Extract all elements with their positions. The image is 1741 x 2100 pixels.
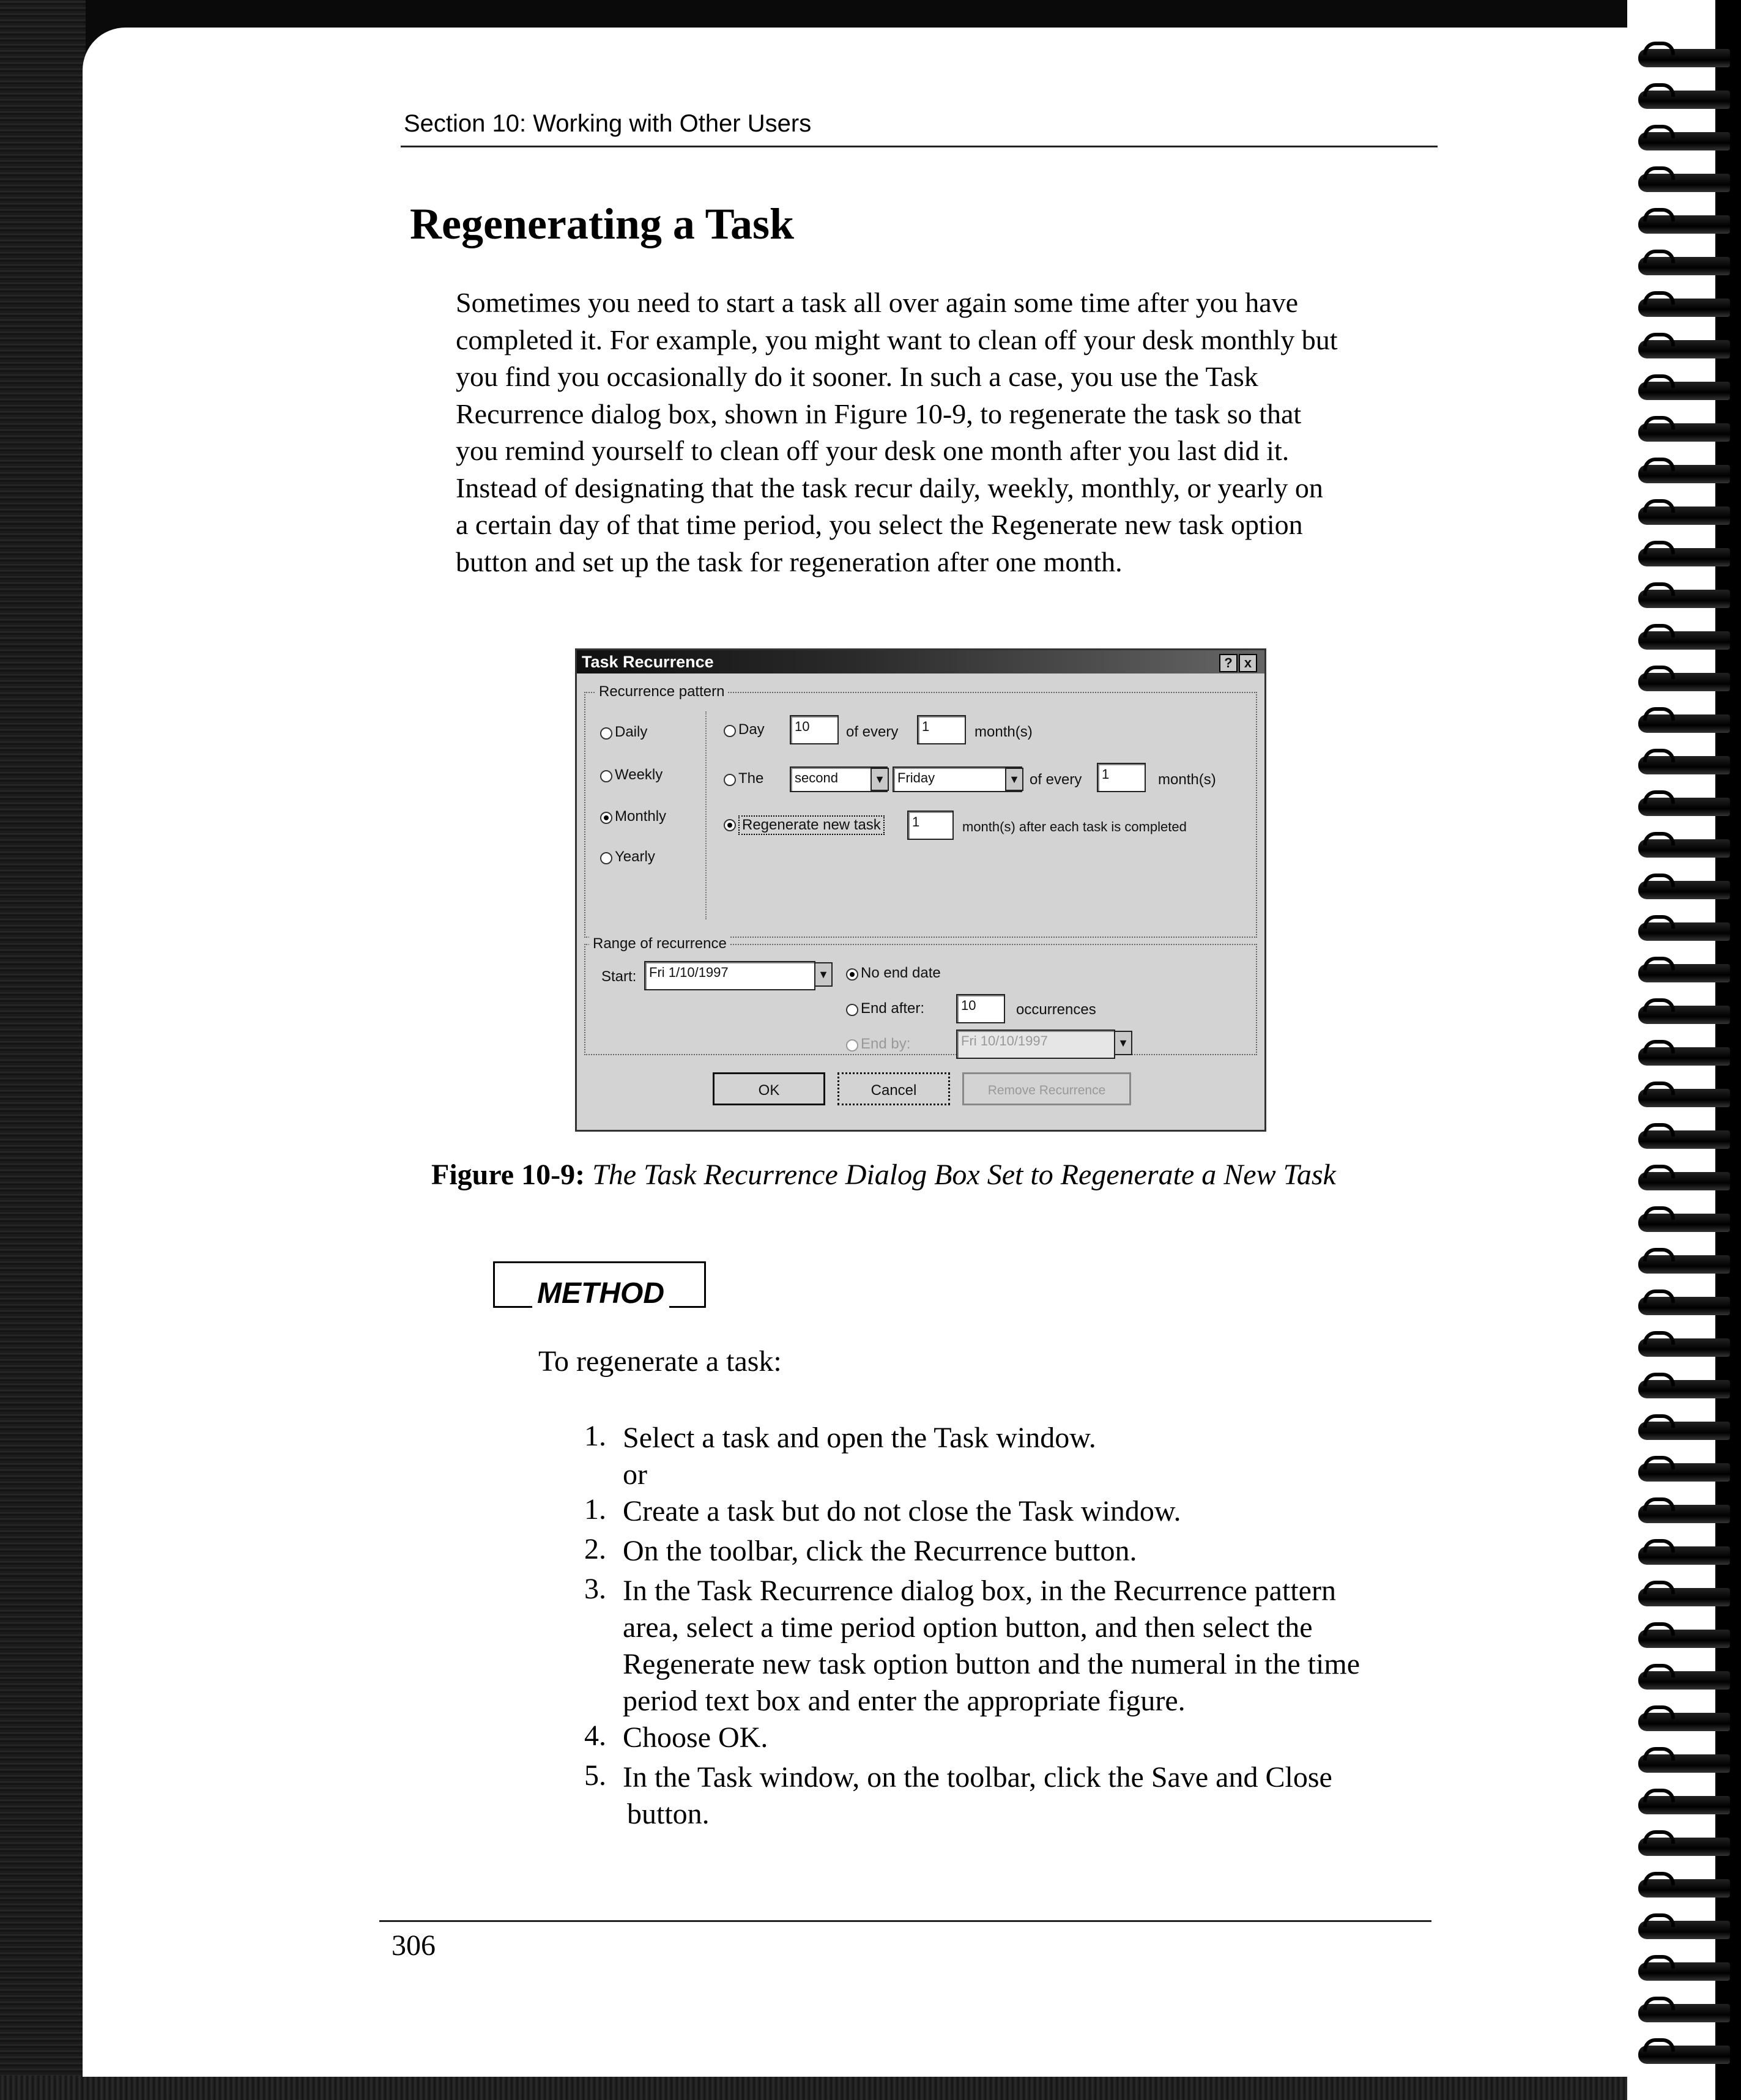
spiral-binding [1627, 0, 1741, 2100]
binding-ring [1638, 673, 1730, 691]
binding-ring [1638, 1754, 1730, 1773]
binding-ring [1638, 1463, 1730, 1482]
figure-caption [431, 1158, 1336, 1192]
regenerate-input[interactable]: 1 [907, 811, 954, 840]
remove-recurrence-button[interactable]: Remove Recurrence [962, 1072, 1131, 1105]
step-text: Create a task but do not close the Task window. [623, 1495, 1181, 1527]
binding-ring [1638, 756, 1730, 774]
binding-ring [1638, 1838, 1730, 1856]
regenerate-suffix: month(s) after each task is completed [962, 819, 1187, 834]
dialog-title: Task Recurrence [582, 653, 714, 671]
regenerate-radio[interactable] [724, 819, 736, 831]
dialog-titlebar [577, 650, 1264, 673]
binding-ring [1638, 1671, 1730, 1690]
step-text: or [623, 1458, 647, 1491]
weekday-chevron-down-icon[interactable]: ▼ [1005, 768, 1023, 791]
end-by-label: End by: [861, 1036, 911, 1052]
day-label: Day [738, 721, 765, 738]
end-after-input[interactable]: 10 [956, 994, 1005, 1023]
the-label: The [738, 770, 764, 787]
binding-ring [1638, 1089, 1730, 1107]
of-every-label: of every [846, 724, 899, 740]
binding-ring [1638, 340, 1730, 358]
ordinal-chevron-down-icon[interactable]: ▼ [870, 768, 889, 791]
binding-ring [1638, 465, 1730, 483]
ok-button[interactable]: OK [713, 1072, 825, 1105]
binding-ring [1638, 1297, 1730, 1315]
binding-ring [1638, 132, 1730, 150]
binding-ring [1638, 174, 1730, 192]
step-number: 3. [584, 1573, 606, 1605]
binding-ring [1638, 382, 1730, 400]
page-title: Regenerating a Task [410, 199, 795, 248]
binding-ring [1638, 1047, 1730, 1066]
binding-ring [1638, 1255, 1730, 1274]
step-number: 4. [584, 1720, 606, 1752]
start-select[interactable]: Fri 1/10/1997 [644, 961, 815, 990]
binding-ring [1638, 1505, 1730, 1523]
step-number: 5. [584, 1759, 606, 1792]
step-text: In the Task window, on the toolbar, click the Save and Close [623, 1761, 1332, 1794]
binding-ring [1638, 1921, 1730, 1939]
months-label-2: month(s) [1158, 771, 1216, 788]
step-text: On the toolbar, click the Recurrence button. [623, 1535, 1137, 1567]
caption-label: Figure 10-9: [431, 1159, 585, 1191]
end-after-label: End after: [861, 1000, 925, 1017]
binding-ring [1638, 714, 1730, 733]
step-number: 1. [584, 1493, 606, 1526]
step-text: area, select a time period option button, and then select the [623, 1611, 1313, 1644]
binding-ring [1638, 1796, 1730, 1814]
range-label: Range of recurrence [589, 935, 730, 952]
recurrence-pattern-label: Recurrence pattern [595, 683, 728, 700]
the-months-input[interactable]: 1 [1097, 763, 1146, 792]
monthly-label: Monthly [615, 808, 667, 825]
step-number: 1. [584, 1420, 606, 1452]
binding-ring [1638, 91, 1730, 109]
daily-radio[interactable] [600, 727, 612, 740]
start-label: Start: [601, 968, 637, 985]
end-after-radio[interactable] [846, 1004, 858, 1016]
binding-ring [1638, 49, 1730, 67]
day-radio[interactable] [724, 725, 736, 737]
end-by-radio[interactable] [846, 1039, 858, 1052]
step-text: button. [627, 1798, 710, 1830]
caption-text: The Task Recurrence Dialog Box Set to Regenerate a New Task [592, 1159, 1336, 1191]
binding-ring [1638, 548, 1730, 566]
method-intro: To regenerate a task: [538, 1345, 782, 1378]
binding-ring [1638, 1338, 1730, 1357]
footer-rule [379, 1920, 1431, 1922]
close-button[interactable]: x [1239, 654, 1257, 672]
section-header: Section 10: Working with Other Users [404, 110, 812, 137]
page-number: 306 [392, 1929, 436, 1962]
yearly-label: Yearly [615, 848, 655, 865]
step-text: Select a task and open the Task window. [623, 1422, 1096, 1454]
weekly-label: Weekly [615, 766, 663, 783]
binding-ring [1638, 2004, 1730, 2022]
regenerate-label: Regenerate new task [738, 815, 885, 835]
body-line: a certain day of that time period, you select the Regenerate new task option [456, 509, 1303, 540]
binding-ring [1638, 1630, 1730, 1648]
body-line: Instead of designating that the task recur daily, weekly, monthly, or yearly on [456, 472, 1323, 503]
binding-ring [1638, 2046, 1730, 2064]
binding-ring [1638, 1713, 1730, 1731]
end-by-chevron-down-icon[interactable]: ▼ [1114, 1031, 1132, 1055]
of-every-label-2: of every [1030, 771, 1082, 788]
step-text: Regenerate new task option button and the numeral in the time [623, 1648, 1360, 1680]
binding-ring [1638, 590, 1730, 608]
day-months-input[interactable]: 1 [917, 715, 966, 744]
help-button[interactable]: ? [1219, 654, 1238, 672]
header-rule [401, 146, 1438, 147]
step-number: 2. [584, 1533, 606, 1565]
binding-ring [1638, 922, 1730, 941]
body-line: completed it. For example, you might want to clean off your desk monthly but [456, 324, 1338, 355]
binding-ring [1638, 506, 1730, 525]
pattern-divider [705, 711, 708, 919]
daily-label: Daily [615, 724, 648, 740]
scan-edge-bottom [0, 2076, 1741, 2100]
scan-edge-left [0, 0, 86, 2100]
binding-ring [1638, 1879, 1730, 1898]
day-input[interactable]: 10 [790, 715, 839, 744]
binding-ring [1638, 1422, 1730, 1440]
body-line: Recurrence dialog box, shown in Figure 10-9, to regenerate the task so that [456, 398, 1302, 429]
months-label: month(s) [974, 724, 1033, 740]
step-text: period text box and enter the appropriate figure. [623, 1685, 1186, 1717]
body-line: you remind yourself to clean off your desk one month after you last did it. [456, 435, 1290, 466]
the-radio[interactable] [724, 774, 736, 786]
binding-ring [1638, 1006, 1730, 1024]
binding-ring [1638, 1380, 1730, 1398]
weekly-radio[interactable] [600, 770, 612, 782]
binding-ring [1638, 299, 1730, 317]
body-line: you find you occasionally do it sooner. In such a case, you use the Task [456, 361, 1258, 392]
occurrences-label: occurrences [1016, 1001, 1096, 1018]
task-recurrence-dialog [575, 648, 1266, 1132]
binding-ring [1638, 257, 1730, 275]
method-label: METHOD [532, 1277, 669, 1310]
binding-ring [1638, 881, 1730, 899]
binding-ring [1638, 1546, 1730, 1565]
no-end-label: No end date [861, 965, 941, 981]
binding-ring [1638, 215, 1730, 234]
binding-ring [1638, 798, 1730, 816]
cancel-button[interactable]: Cancel [837, 1072, 950, 1105]
ordinal-select[interactable]: second [790, 766, 888, 792]
step-text: Choose OK. [623, 1721, 768, 1754]
binding-ring [1638, 839, 1730, 858]
binding-ring [1638, 1130, 1730, 1149]
binding-ring [1638, 1172, 1730, 1190]
weekday-select[interactable]: Friday [893, 766, 1022, 792]
binding-ring [1638, 1962, 1730, 1981]
binding-ring [1638, 1214, 1730, 1232]
no-end-radio[interactable] [846, 968, 858, 981]
binding-ring [1638, 964, 1730, 982]
end-by-select[interactable]: Fri 10/10/1997 [956, 1030, 1115, 1059]
binding-ring [1638, 1588, 1730, 1606]
step-text: In the Task Recurrence dialog box, in the Recurrence pattern [623, 1575, 1336, 1607]
body-paragraph [456, 284, 1459, 581]
yearly-radio[interactable] [600, 852, 612, 864]
body-line: button and set up the task for regeneration after one month. [456, 546, 1123, 577]
binding-ring [1638, 631, 1730, 650]
monthly-radio[interactable] [600, 812, 612, 824]
binding-ring [1638, 423, 1730, 442]
start-chevron-down-icon[interactable]: ▼ [814, 962, 833, 987]
body-line: Sometimes you need to start a task all over again some time after you have [456, 287, 1299, 318]
